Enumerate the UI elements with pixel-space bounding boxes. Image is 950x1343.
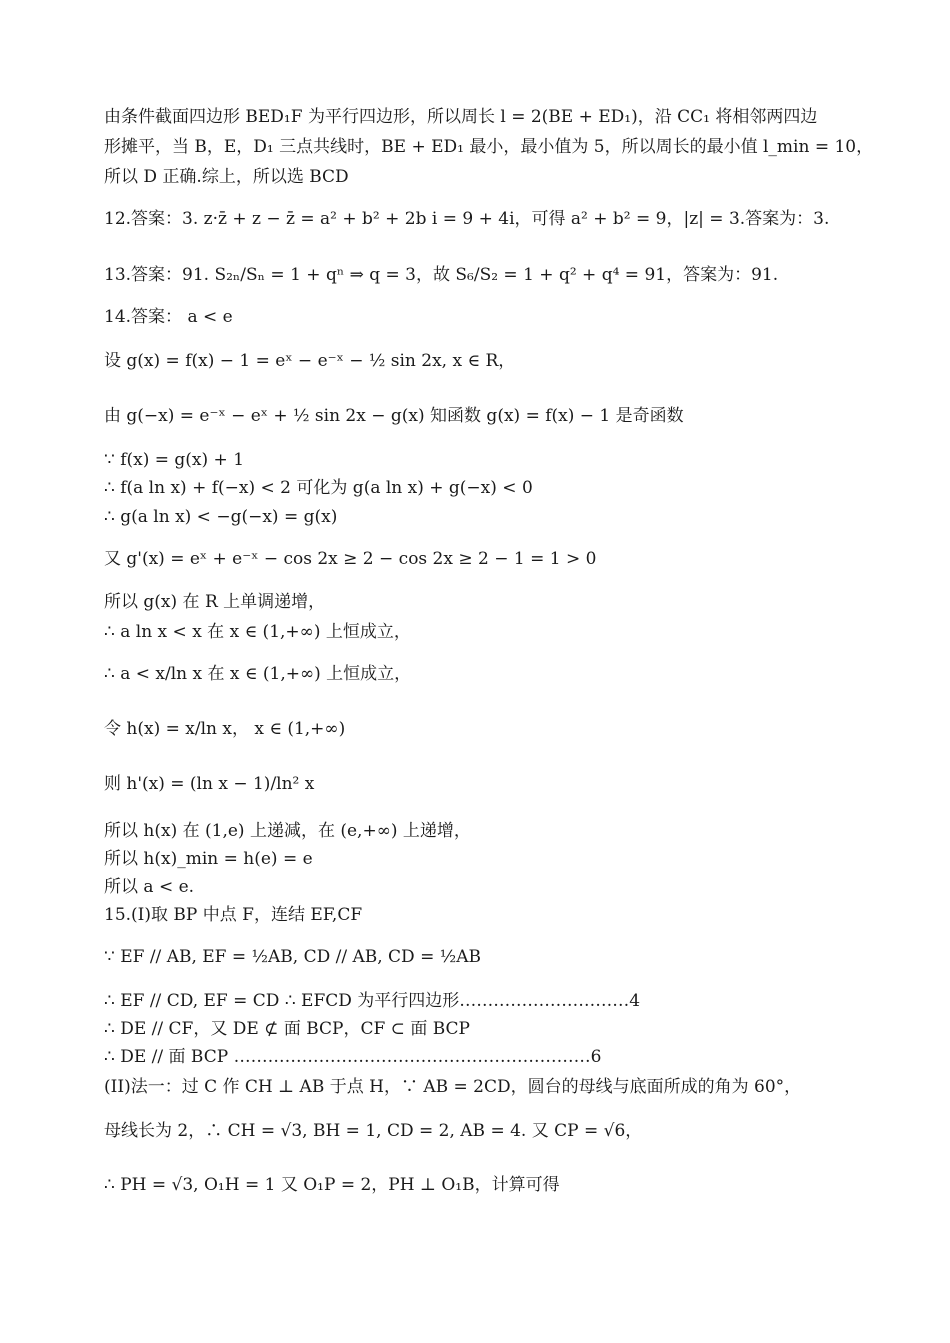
text-line: ∵ f(x) = g(x) + 1 bbox=[104, 450, 245, 470]
text-line: 母线长为 2，∴ CH = √3, BH = 1, CD = 2, AB = 4. 又 CP = √6， bbox=[104, 1121, 643, 1141]
text-line: 12.答案：3. z·z̄ + z − z̄ = a² + b² + 2b i = 9 + 4i，可得 a² + b² = 9，|z| = 3.答案为：3. bbox=[104, 209, 830, 229]
text-line: ∵ EF // AB, EF = ½AB, CD // AB, CD = ½AB bbox=[104, 947, 481, 967]
text-line: ∴ DE // 面 BCP ………………………………………………………6 bbox=[104, 1047, 602, 1067]
text-line: 所以 h(x)_min = h(e) = e bbox=[104, 849, 313, 869]
text-line: 由 g(−x) = e⁻ˣ − eˣ + ½ sin 2x − g(x) 知函数 g(x) = f(x) − 1 是奇函数 bbox=[104, 406, 684, 426]
text-line: (II)法一：过 C 作 CH ⊥ AB 于点 H，∵ AB = 2CD，圆台的母线与底面所成的角为 60°， bbox=[104, 1077, 802, 1097]
text-line: 所以 h(x) 在 (1,e) 上递减，在 (e,+∞) 上递增， bbox=[104, 821, 471, 841]
text-line: 13.答案：91. S₂ₙ/Sₙ = 1 + qⁿ ⇒ q = 3，故 S₆/S₂ = 1 + q² + q⁴ = 91，答案为：91. bbox=[104, 265, 779, 285]
text-line: ∴ f(a ln x) + f(−x) < 2 可化为 g(a ln x) + g(−x) < 0 bbox=[104, 478, 533, 498]
text-line: ∴ a < x/ln x 在 x ∈ (1,+∞) 上恒成立， bbox=[104, 664, 412, 684]
text-line: 由条件截面四边形 BED₁F 为平行四边形，所以周长 l = 2(BE + ED₁)，沿 CC₁ 将相邻两四边 bbox=[104, 107, 818, 127]
text-line: 15.(I)取 BP 中点 F，连结 EF,CF bbox=[104, 905, 363, 925]
text-line: 设 g(x) = f(x) − 1 = eˣ − e⁻ˣ − ½ sin 2x, x ∈ R， bbox=[104, 351, 516, 371]
text-line: 形摊平，当 B，E，D₁ 三点共线时，BE + ED₁ 最小，最小值为 5，所以周长的最小值 l_min = 10， bbox=[104, 137, 874, 157]
text-line: ∴ DE // CF，又 DE ⊄ 面 BCP，CF ⊂ 面 BCP bbox=[104, 1019, 470, 1039]
text-line: ∴ EF // CD, EF = CD ∴ EFCD 为平行四边形…………………………4 bbox=[104, 991, 641, 1011]
text-line: 则 h'(x) = (ln x − 1)/ln² x bbox=[104, 774, 315, 794]
text-line: 所以 D 正确.综上，所以选 BCD bbox=[104, 167, 349, 187]
text-line: ∴ a ln x < x 在 x ∈ (1,+∞) 上恒成立， bbox=[104, 622, 411, 642]
text-line: ∴ PH = √3, O₁H = 1 又 O₁P = 2，PH ⊥ O₁B，计算可得 bbox=[104, 1175, 560, 1195]
text-line: 又 g'(x) = eˣ + e⁻ˣ − cos 2x ≥ 2 − cos 2x ≥ 2 − 1 = 1 > 0 bbox=[104, 549, 597, 569]
text-line: 所以 g(x) 在 R 上单调递增， bbox=[104, 592, 326, 612]
text-line: 令 h(x) = x/ln x， x ∈ (1,+∞) bbox=[104, 719, 346, 739]
text-line: ∴ g(a ln x) < −g(−x) = g(x) bbox=[104, 507, 338, 527]
text-line: 14.答案： a < e bbox=[104, 307, 233, 327]
text-line: 所以 a < e. bbox=[104, 877, 195, 897]
